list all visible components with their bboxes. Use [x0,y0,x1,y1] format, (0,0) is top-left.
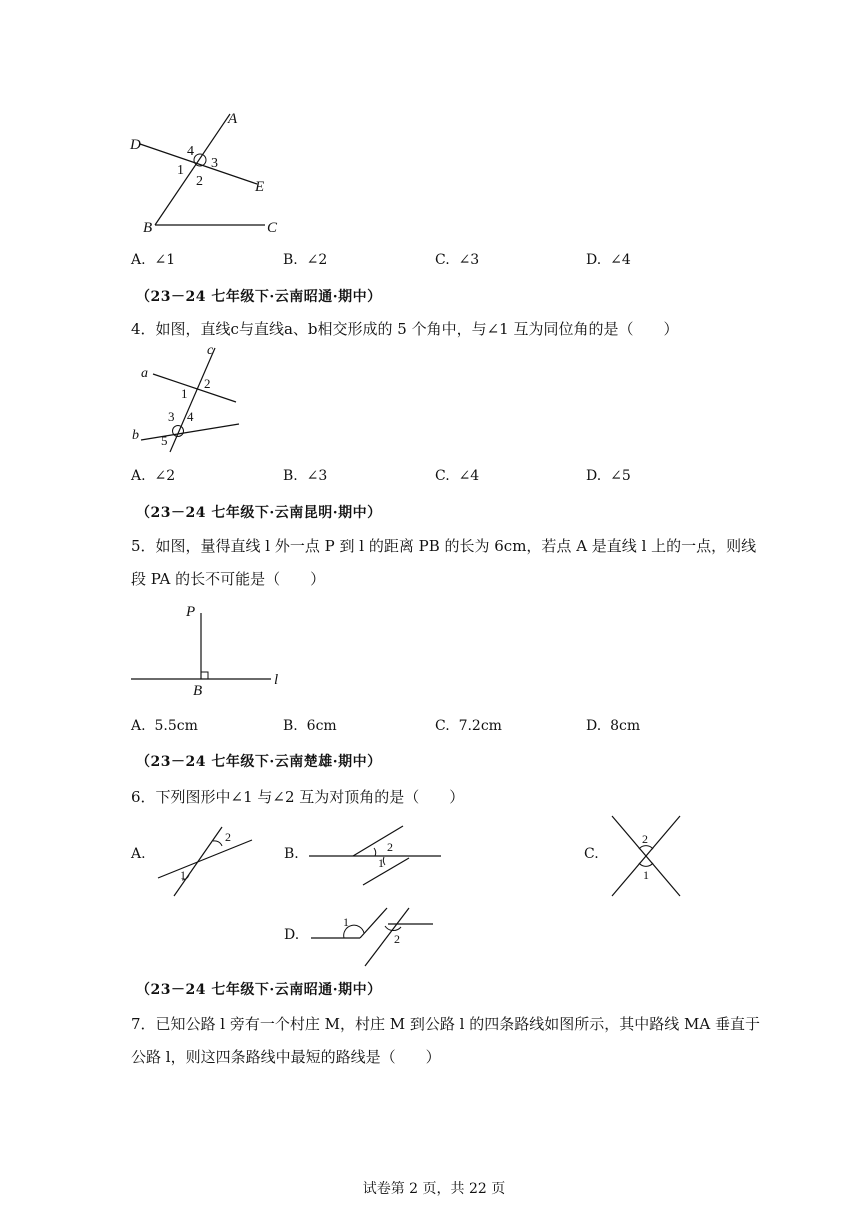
q4-label-b: b [132,428,139,443]
page-footer: 试卷第 2 页，共 22 页 [362,1181,506,1197]
q7-question-line-1: 7．已知公路 l 旁有一个村庄 M，村庄 M 到公路 l 的四条路线如图所示，其中路线 MA 垂直于 [131,1015,760,1033]
q4-option-a[interactable]: A. ∠2 [131,468,176,484]
q6-option-d-figure [305,900,445,970]
q6-question-text: 6．下列图形中∠1 与∠2 互为对顶角的是（ ） [131,788,465,806]
q5-figure [125,600,295,700]
q5-option-a[interactable]: A. 5.5cm [131,718,198,734]
q4-angle-5: 5 [161,433,168,448]
q6-b-angle-2: 2 [387,840,393,854]
q5-label-B: B [193,683,203,699]
q6-option-a[interactable]: A. [131,846,146,862]
q4-label-c: c [207,343,214,358]
q6-option-c-figure [608,812,684,900]
q5-option-b[interactable]: B. 6cm [283,718,337,734]
q3-angle-2: 2 [196,174,203,189]
q5-label-l: l [274,672,279,688]
q5-question-line-2: 段 PA 的长不可能是（ ） [131,570,326,588]
q4-option-b[interactable]: B. ∠3 [283,468,328,484]
q6-c-angle-2: 2 [642,832,648,846]
q4-angle-4: 4 [187,409,194,424]
q5-question-line-1: 5．如图，量得直线 l 外一点 P 到 l 的距离 PB 的长为 6cm，若点 A 是直线 l 上的一点，则线 [131,537,757,555]
q6-a-angle-2: 2 [225,830,231,844]
q5-option-c[interactable]: C. 7.2cm [435,718,502,734]
q4-option-d[interactable]: D. ∠5 [586,468,631,484]
q5-options [131,718,831,740]
q7-question-line-2: 公路 l，则这四条路线中最短的路线是（ ） [131,1048,441,1066]
q3-option-d[interactable]: D. ∠4 [586,252,631,268]
q3-figure [120,100,300,240]
q4-angle-2: 2 [204,376,211,391]
q4-options [131,468,831,490]
q4-figure [128,342,248,457]
q4-option-c[interactable]: C. ∠4 [435,468,480,484]
q6-option-d[interactable]: D. [284,927,300,943]
q6-d-angle-1: 1 [343,915,349,929]
q3-options [131,252,831,274]
q6-b-angle-1: 1 [378,856,384,870]
q4-angle-3: 3 [168,409,175,424]
q3-angle-3: 3 [211,156,218,171]
q6-option-c[interactable]: C. [584,846,599,862]
q7-source: （23－24 七年级下·云南昭通·期中） [136,982,382,998]
q4-question-text: 4．如图，直线c与直线a、b相交形成的 5 个角中，与∠1 互为同位角的是（ ） [131,320,679,338]
q6-option-b-figure [305,820,445,890]
q3-label-B: B [143,220,153,236]
q5-source: （23－24 七年级下·云南昆明·期中） [136,505,382,521]
q3-label-D: D [130,137,141,153]
q3-angle-4: 4 [187,144,194,159]
q6-c-angle-1: 1 [643,868,649,882]
q4-angle-1: 1 [181,386,188,401]
q6-d-angle-2: 2 [394,932,400,946]
q3-label-E: E [255,179,265,195]
q3-option-c[interactable]: C. ∠3 [435,252,480,268]
q3-label-C: C [267,220,278,236]
q6-option-a-figure [150,815,260,905]
q3-label-A: A [228,111,238,127]
q5-label-P: P [186,604,196,620]
q4-label-a: a [141,366,148,381]
q6-source: （23－24 七年级下·云南楚雄·期中） [136,754,382,770]
q4-source: （23－24 七年级下·云南昭通·期中） [136,289,382,305]
q6-a-angle-1: 1 [180,868,186,882]
q6-option-b[interactable]: B. [284,846,299,862]
q5-option-d[interactable]: D. 8cm [586,718,641,734]
q3-angle-1: 1 [177,163,184,178]
q3-option-a[interactable]: A. ∠1 [131,252,176,268]
q3-option-b[interactable]: B. ∠2 [283,252,328,268]
